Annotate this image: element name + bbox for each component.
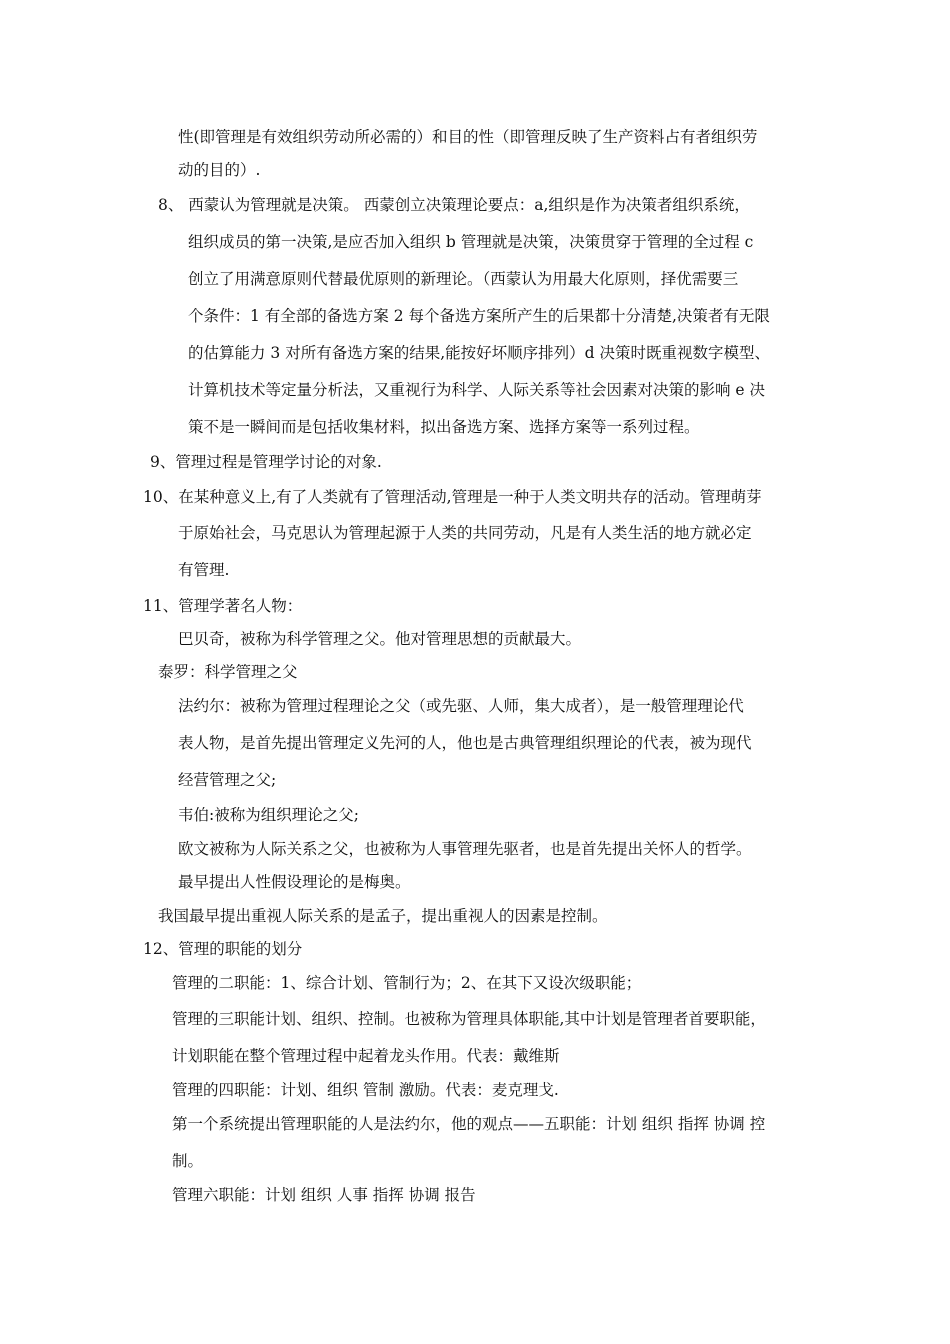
paragraph-line: 表人物，是首先提出管理定义先河的人，他也是古典管理组织理论的代表，被为现代 (178, 734, 752, 752)
paragraph-line: 我国最早提出重视人际关系的是孟子，提出重视人的因素是控制。 (158, 907, 608, 925)
item-11-heading: 11、管理学著名人物： (143, 597, 303, 615)
paragraph-line: 经营管理之父; (178, 771, 277, 789)
paragraph-line: 于原始社会，马克思认为管理起源于人类的共同劳动，凡是有人类生活的地方就必定 (178, 524, 752, 542)
paragraph-line: 管理六职能：计划 组织 人事 指挥 协调 报告 (172, 1186, 476, 1204)
paragraph-line: 计划职能在整个管理过程中起着龙头作用。代表：戴维斯 (172, 1047, 560, 1065)
paragraph-line: 管理的二职能：1、综合计划、管制行为；2、在其下又设次级职能； (172, 974, 642, 992)
paragraph-line: 计算机技术等定量分析法，又重视行为科学、人际关系等社会因素对决策的影响 e 决 (188, 381, 766, 399)
paragraph-line: 组织成员的第一决策,是应否加入组织 b 管理就是决策，决策贯穿于管理的全过程 c (188, 233, 754, 251)
paragraph-line: 第一个系统提出管理职能的人是法约尔，他的观点——五职能：计划 组织 指挥 协调 控 (172, 1115, 766, 1133)
paragraph-line: 动的目的）. (178, 161, 261, 179)
paragraph-line: 管理的三职能计划、组织、控制。也被称为管理具体职能,其中计划是管理者首要职能， (172, 1010, 766, 1028)
paragraph-line: 性(即管理是有效组织劳动所必需的）和目的性（即管理反映了生产资料占有者组织劳 (178, 128, 758, 146)
paragraph-line: 最早提出人性假设理论的是梅奥。 (178, 873, 411, 891)
paragraph-line: 韦伯:被称为组织理论之父; (178, 806, 359, 824)
paragraph-line: 的估算能力 3 对所有备选方案的结果,能按好坏顺序排列）d 决策时既重视数字模型、 (188, 344, 770, 362)
paragraph-line: 管理的四职能：计划、组织 管制 激励。代表：麦克理戈. (172, 1081, 559, 1099)
paragraph-line: 泰罗：科学管理之父 (158, 663, 298, 681)
paragraph-line: 策不是一瞬间而是包括收集材料，拟出备选方案、选择方案等一系列过程。 (188, 418, 700, 436)
paragraph-line: 法约尔：被称为管理过程理论之父（或先驱、人师，集大成者），是一般管理理论代 (178, 697, 744, 715)
paragraph-line: 巴贝奇，被称为科学管理之父。他对管理思想的贡献最大。 (178, 630, 582, 648)
item-9-heading: 9、管理过程是管理学讨论的对象. (150, 453, 382, 471)
item-12-heading: 12、管理的职能的划分 (143, 940, 303, 958)
paragraph-line: 制。 (172, 1152, 204, 1170)
paragraph-line: 有管理. (178, 561, 230, 579)
item-10-heading: 10、在某种意义上,有了人类就有了管理活动,管理是一种于人类文明共存的活动。管理萌芽 (143, 488, 762, 506)
item-8-heading: 8、 西蒙认为管理就是决策。 西蒙创立决策理论要点：a,组织是作为决策者组织系统， (158, 196, 750, 214)
paragraph-line: 个条件：1 有全部的备选方案 2 每个备选方案所产生的后果都十分清楚,决策者有无限 (188, 307, 770, 325)
paragraph-line: 欧文被称为人际关系之父，也被称为人事管理先驱者，也是首先提出关怀人的哲学。 (178, 840, 752, 858)
paragraph-line: 创立了用满意原则代替最优原则的新理论。（西蒙认为用最大化原则，择优需要三 (188, 270, 739, 288)
